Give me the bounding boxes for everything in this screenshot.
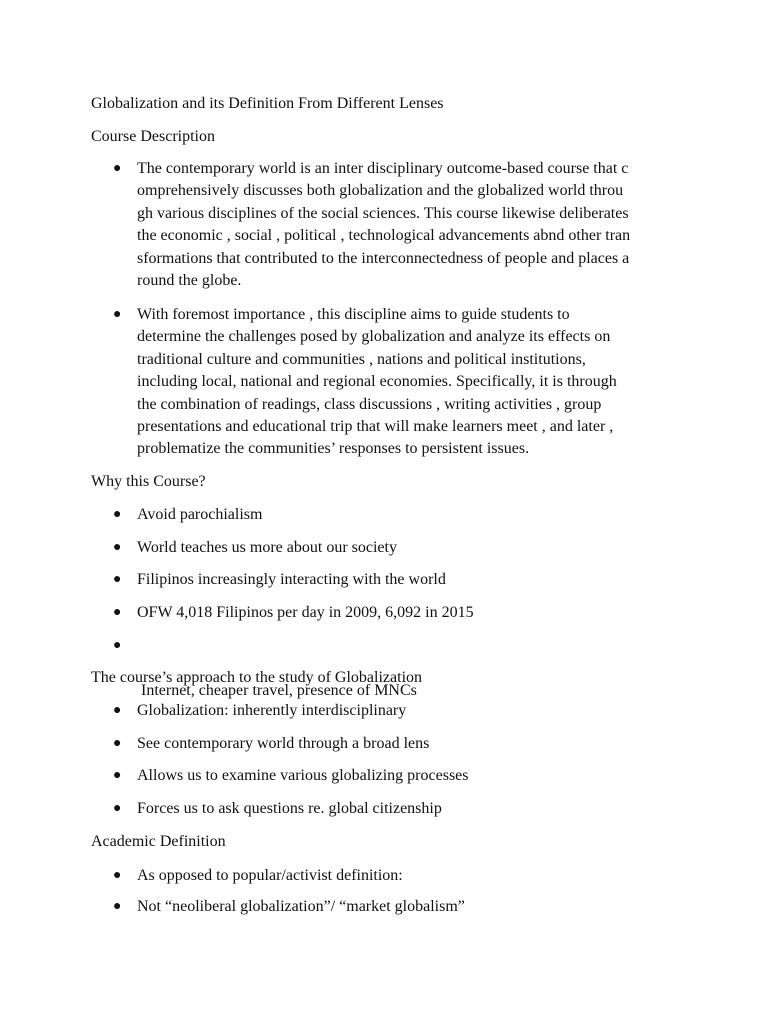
section-heading-course-description: Course Description — [91, 128, 215, 145]
list-item-text: Globalization: inherently interdisciplinary — [137, 702, 407, 719]
section-heading-why-this-course: Why this Course? — [91, 473, 206, 490]
list-item-text: See contemporary world through a broad lens — [137, 735, 430, 752]
bullet-icon: ● — [113, 161, 122, 176]
section-heading-academic-definition: Academic Definition — [91, 833, 226, 850]
list-item-text: Internet, cheaper travel, presence of MNCs — [137, 681, 417, 699]
bullet-icon: ● — [113, 868, 122, 883]
list-item-text: World teaches us more about our society — [137, 539, 397, 556]
list-item-text: As opposed to popular/activist definition: — [137, 867, 403, 884]
bullet-icon: ● — [113, 703, 122, 718]
bullet-icon: ● — [113, 507, 122, 522]
bullet-icon: ● — [113, 801, 122, 816]
document-title: Globalization and its Definition From Different Lenses — [91, 95, 444, 112]
list-item-text: With foremost importance , this discipline aims to guide students to determine the challenges posed by globalization and analyze its effects on traditional culture and communities , nations and political institutions, including local, national and regional economies. Specifically, it is through the combination of readings, class discussions , writing activities , group presentations and educational trip that will make learners meet , and later , problematize the communities’ responses to persistent issues. — [137, 306, 617, 458]
list-item-text: OFW 4,018 Filipinos per day in 2009, 6,092 in 2015 — [137, 604, 474, 621]
bullet-icon: ● — [113, 572, 122, 587]
bullet-icon: ● — [113, 307, 122, 322]
list-item-text: Not “neoliberal globalization”/ “market globalism” — [137, 898, 465, 915]
bullet-icon: ● — [113, 768, 122, 783]
list-item-text: Allows us to examine various globalizing processes — [137, 767, 469, 784]
bullet-icon: ● — [113, 638, 122, 653]
section-heading-course-approach: The course’s approach to the study of Globalization — [91, 669, 423, 686]
bullet-icon: ● — [113, 605, 122, 620]
bullet-icon: ● — [113, 540, 122, 555]
list-item-text: Forces us to ask questions re. global citizenship — [137, 800, 442, 817]
bullet-icon: ● — [113, 899, 122, 914]
list-item-text: Filipinos increasingly interacting with the world — [137, 571, 446, 588]
bullet-icon: ● — [113, 736, 122, 751]
list-item-text: Avoid parochialism — [137, 506, 263, 523]
list-item-text: The contemporary world is an inter disciplinary outcome-based course that c omprehensively discusses both globalization and the globalized world throu gh various disciplines of the social sciences. This course likewise deliberates the economic , social , political , technological advancements abnd other tran sformations that contributed to the interconnectedness of people and places a round the globe. — [137, 160, 631, 290]
